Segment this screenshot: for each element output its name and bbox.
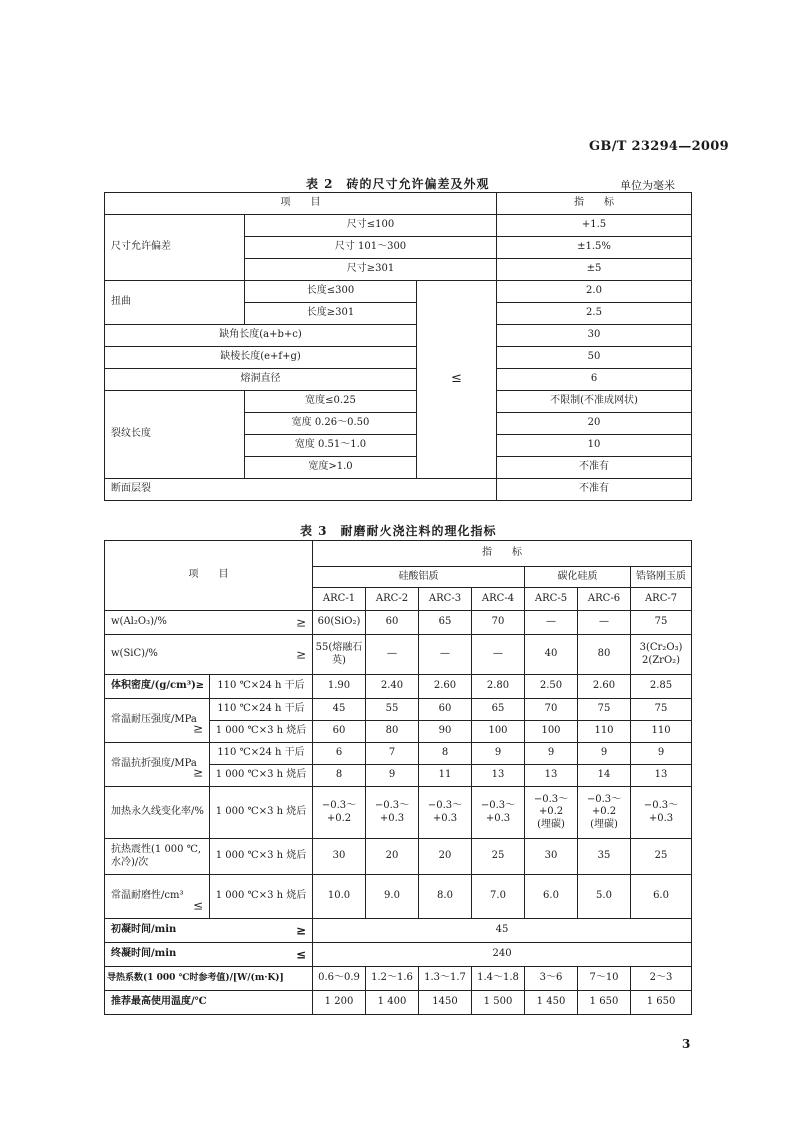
- table-row: [105, 991, 692, 1015]
- table-row: [105, 787, 692, 839]
- table-cell: 6: [497, 369, 692, 391]
- table-cell: 110 ℃×24 h 干后: [210, 699, 313, 721]
- table-cell: 2.5: [497, 303, 692, 325]
- le-symbol: ≤: [192, 898, 203, 913]
- code-label: ARC-7: [631, 588, 692, 611]
- size-group-label: 尺寸允许偏差: [105, 215, 245, 281]
- table-cell: 6: [313, 743, 366, 765]
- table-cell: 75: [631, 699, 692, 721]
- table-cell: 2.60: [419, 675, 472, 699]
- table-cell: 240: [313, 943, 692, 967]
- table-cell: 9.0: [366, 875, 419, 919]
- table3: [104, 540, 692, 1015]
- table-cell: −0.3～ +0.2 (埋碳): [525, 787, 578, 839]
- table-cell: 3～6: [525, 967, 578, 991]
- table-cell: 1 450: [525, 991, 578, 1015]
- label-text: 常温抗折强度/MPa: [111, 758, 197, 770]
- table-cell: 2.85: [631, 675, 692, 699]
- table-cell: 9: [525, 743, 578, 765]
- table-cell: 75: [631, 611, 692, 635]
- table-cell: 45: [313, 919, 692, 943]
- table-row: [105, 943, 692, 967]
- table2-header-item: 项 目: [105, 193, 497, 215]
- table-row: [105, 675, 692, 699]
- table-cell: −0.3～ +0.2: [313, 787, 366, 839]
- table-cell: 2.60: [578, 675, 631, 699]
- table-cell: 110: [631, 721, 692, 743]
- table-cell: —: [472, 635, 525, 675]
- code-label: ARC-4: [472, 588, 525, 611]
- table-cell: 8.0: [419, 875, 472, 919]
- table-row: [105, 325, 692, 347]
- table-cell: 100: [525, 721, 578, 743]
- warp-group-label: 扭曲: [105, 281, 245, 325]
- table-cell: 9: [631, 743, 692, 765]
- table-cell: 尺寸≥301: [245, 259, 497, 281]
- table-cell: 55: [366, 699, 419, 721]
- table-cell: 50: [497, 347, 692, 369]
- table-cell: 1450: [419, 991, 472, 1015]
- section-label: 断面层裂: [105, 479, 497, 501]
- table-cell: —: [525, 611, 578, 635]
- table-cell: 宽度≤0.25: [245, 391, 417, 413]
- table-cell: 25: [472, 839, 525, 875]
- table-cell: 缺角长度(a+b+c): [105, 325, 417, 347]
- table-cell: 不限制(不准成网状): [497, 391, 692, 413]
- table-cell: ±1.5%: [497, 237, 692, 259]
- table-row: [105, 215, 692, 237]
- table-cell: 11: [419, 765, 472, 787]
- standard-number: GB/T 23294—2009: [589, 139, 729, 154]
- final-set-label: [105, 943, 313, 967]
- table-cell: 不准有: [497, 457, 692, 479]
- table-cell: 长度≥301: [245, 303, 417, 325]
- table-cell: 20: [366, 839, 419, 875]
- table-cell: 20: [497, 413, 692, 435]
- table-cell: 宽度 0.51～1.0: [245, 435, 417, 457]
- table-cell: 45: [313, 699, 366, 721]
- table-cell: 1 500: [472, 991, 525, 1015]
- table-cell: 1.4～1.8: [472, 967, 525, 991]
- table-row: [105, 743, 692, 765]
- table-cell: 13: [525, 765, 578, 787]
- table-cell: 1 000 ℃×3 h 烧后: [210, 765, 313, 787]
- table-row: [105, 541, 692, 567]
- table2-caption: 表 2 砖的尺寸允许偏差及外观: [306, 177, 490, 191]
- label-text: w(Al₂O₃)/%: [111, 616, 167, 628]
- le-symbol: ≤: [295, 947, 306, 961]
- table-cell: 尺寸 101～300: [245, 237, 497, 259]
- table-cell: 10: [497, 435, 692, 457]
- table-row: [105, 369, 692, 391]
- table-cell: 7～10: [578, 967, 631, 991]
- table-cell: 8: [419, 743, 472, 765]
- table-cell: 6.0: [525, 875, 578, 919]
- conductivity-label: 导热系数(1 000 ℃时参考值)/[W/(m·K)]: [105, 967, 313, 991]
- table-cell: 长度≤300: [245, 281, 417, 303]
- ge-symbol: ≥: [192, 721, 203, 736]
- table-cell: −0.3～+0.3: [631, 787, 692, 839]
- bend-label: [105, 743, 210, 787]
- table-cell: 9: [366, 765, 419, 787]
- table-cell: 14: [578, 765, 631, 787]
- table-cell: 60: [419, 699, 472, 721]
- code-label: ARC-6: [578, 588, 631, 611]
- table-row: [105, 391, 692, 413]
- table-cell: 10.0: [313, 875, 366, 919]
- table-cell: 不准有: [497, 479, 692, 501]
- table-cell: 2.40: [366, 675, 419, 699]
- table-cell: 1 650: [631, 991, 692, 1015]
- table-cell: 70: [472, 611, 525, 635]
- table-cell: 110 ℃×24 h 干后: [210, 675, 313, 699]
- ge-symbol: ≥: [295, 615, 306, 629]
- table-cell: 25: [631, 839, 692, 875]
- table2-header-index: 指 标: [497, 193, 692, 215]
- table-cell: 尺寸≤100: [245, 215, 497, 237]
- table-cell: 宽度>1.0: [245, 457, 417, 479]
- table-cell: 70: [525, 699, 578, 721]
- table-cell: 35: [578, 839, 631, 875]
- group-label: 碳化硅质: [525, 567, 631, 588]
- table-cell: 5.0: [578, 875, 631, 919]
- table-row: [105, 635, 692, 675]
- wear-label: [105, 875, 210, 919]
- table-cell: 1 000 ℃×3 h 烧后: [210, 839, 313, 875]
- table-cell: −0.3～ +0.3: [472, 787, 525, 839]
- table-cell: +1.5: [497, 215, 692, 237]
- table3-caption: 表 3 耐磨耐火浇注料的理化指标: [300, 524, 497, 538]
- table-cell: 110 ℃×24 h 干后: [210, 743, 313, 765]
- table-cell: −0.3～ +0.2 (埋碳): [578, 787, 631, 839]
- table-cell: 60(SiO₂): [313, 611, 366, 635]
- code-label: ARC-1: [313, 588, 366, 611]
- code-label: ARC-5: [525, 588, 578, 611]
- table-cell: 7.0: [472, 875, 525, 919]
- code-label: ARC-3: [419, 588, 472, 611]
- table-cell: 30: [497, 325, 692, 347]
- table-cell: 9: [472, 743, 525, 765]
- label-text: 初凝时间/min: [111, 924, 177, 936]
- shock-label: 抗热震性(1 000 ℃,水冷)/次: [105, 839, 210, 875]
- table-row: [105, 347, 692, 369]
- table-cell: 1 200: [313, 991, 366, 1015]
- table-cell: 60: [366, 611, 419, 635]
- ge-symbol: ≥: [295, 923, 306, 937]
- table-cell: 110: [578, 721, 631, 743]
- table-cell: 13: [631, 765, 692, 787]
- table-row: [105, 699, 692, 721]
- table-cell: 2.80: [472, 675, 525, 699]
- crack-group-label: 裂纹长度: [105, 391, 245, 479]
- table-row: [105, 875, 692, 919]
- table-cell: 65: [419, 611, 472, 635]
- table-row: [105, 281, 692, 303]
- table-cell: 0.6～0.9: [313, 967, 366, 991]
- table-cell: 1 000 ℃×3 h 烧后: [210, 787, 313, 839]
- table-cell: −0.3～ +0.3: [419, 787, 472, 839]
- sic-label: [105, 635, 313, 675]
- table-cell: 60: [313, 721, 366, 743]
- table-cell: 55(熔融石英): [313, 635, 366, 675]
- table-cell: 缺棱长度(e+f+g): [105, 347, 417, 369]
- label-text: w(SiC)/%: [111, 648, 158, 660]
- table2: [104, 192, 692, 501]
- table-cell: 6.0: [631, 875, 692, 919]
- table-row: [105, 967, 692, 991]
- table-cell: 3(Cr₂O₃) 2(ZrO₂): [631, 635, 692, 675]
- table-cell: 80: [578, 635, 631, 675]
- table3-header-item: 项 目: [105, 541, 313, 611]
- table-cell: 65: [472, 699, 525, 721]
- table-cell: 8: [313, 765, 366, 787]
- table-cell: —: [578, 611, 631, 635]
- table-cell: 30: [525, 839, 578, 875]
- crush-label: [105, 699, 210, 743]
- table-cell: 2.0: [497, 281, 692, 303]
- table-cell: 1.2～1.6: [366, 967, 419, 991]
- table2-unit: 单位为毫米: [620, 179, 675, 192]
- table-row: [105, 193, 692, 215]
- table-cell: 1 000 ℃×3 h 烧后: [210, 875, 313, 919]
- table-cell: 1 000 ℃×3 h 烧后: [210, 721, 313, 743]
- table-cell: 30: [313, 839, 366, 875]
- table-cell: —: [366, 635, 419, 675]
- table-cell: 20: [419, 839, 472, 875]
- al2o3-label: [105, 611, 313, 635]
- table-cell: ±5: [497, 259, 692, 281]
- table-cell: 熔洞直径: [105, 369, 417, 391]
- table-row: [105, 611, 692, 635]
- table-cell: 13: [472, 765, 525, 787]
- label-text: 常温耐磨性/cm³: [111, 890, 184, 902]
- initial-set-label: [105, 919, 313, 943]
- table-cell: 宽度 0.26～0.50: [245, 413, 417, 435]
- table-cell: 40: [525, 635, 578, 675]
- group-label: 锆铬刚玉质: [631, 567, 692, 588]
- density-label: 体积密度/(g/cm³)≥: [105, 675, 210, 699]
- plc-label: 加热永久线变化率/%: [105, 787, 210, 839]
- page-number: 3: [682, 1037, 691, 1051]
- table-cell: 100: [472, 721, 525, 743]
- table-row: [105, 479, 692, 501]
- table-cell: 7: [366, 743, 419, 765]
- table-cell: 1 400: [366, 991, 419, 1015]
- table-cell: 90: [419, 721, 472, 743]
- table-cell: 1 650: [578, 991, 631, 1015]
- table-cell: 2～3: [631, 967, 692, 991]
- table-cell: 2.50: [525, 675, 578, 699]
- max-temp-label: 推荐最高使用温度/℃: [105, 991, 313, 1015]
- table-cell: 9: [578, 743, 631, 765]
- table-row: [105, 919, 692, 943]
- table-cell: −0.3～ +0.3: [366, 787, 419, 839]
- le-symbol: ≤: [417, 281, 497, 479]
- table-cell: 1.90: [313, 675, 366, 699]
- group-label: 硅酸铝质: [313, 567, 525, 588]
- table-cell: 1.3～1.7: [419, 967, 472, 991]
- table-cell: 80: [366, 721, 419, 743]
- label-text: 终凝时间/min: [111, 948, 177, 960]
- ge-symbol: ≥: [295, 647, 306, 661]
- code-label: ARC-2: [366, 588, 419, 611]
- table-cell: 75: [578, 699, 631, 721]
- table-row: [105, 839, 692, 875]
- ge-symbol: ≥: [192, 765, 203, 780]
- table-cell: —: [419, 635, 472, 675]
- table3-header-index: 指 标: [313, 541, 692, 567]
- label-text: 常温耐压强度/MPa: [111, 714, 197, 726]
